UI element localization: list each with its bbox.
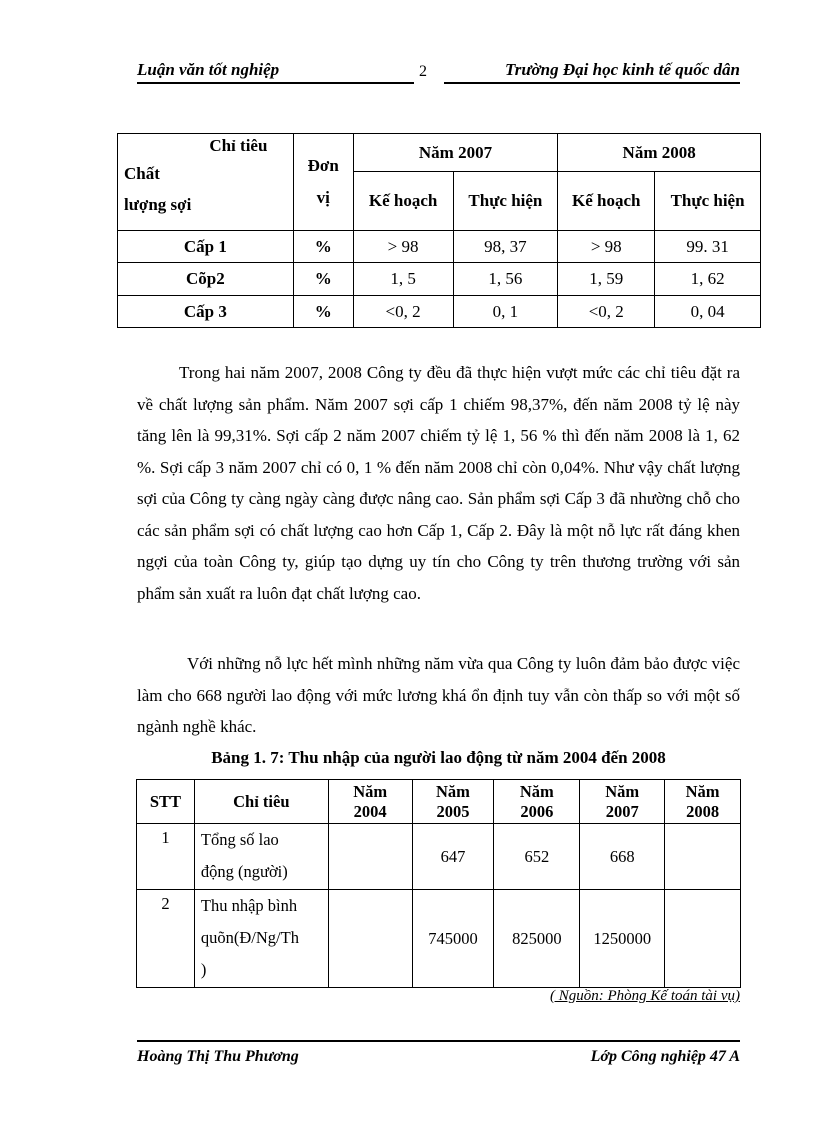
year-line2: 2005 (436, 801, 470, 821)
row-label (194, 890, 328, 988)
header-left-title: Luận văn tốt nghiệp (137, 60, 414, 84)
row-label-line: quõn(Đ/Ng/Th (200, 928, 299, 947)
row-th2007: 98, 37 (453, 231, 558, 263)
row-unit: % (293, 263, 353, 296)
row-label (194, 824, 328, 890)
table-row (118, 263, 761, 296)
header-stt: STT (137, 780, 195, 824)
table-row (118, 231, 761, 263)
header-chat-luong-2: lượng sợi (124, 195, 192, 214)
row-kh2008: 1, 59 (558, 263, 655, 296)
table-source (420, 988, 740, 1005)
quality-header-cell (118, 134, 294, 231)
row-label-line: động (người) (200, 862, 288, 881)
table-source-text: ( Nguồn: Phòng Kế toán tài vụ) (550, 988, 740, 1004)
page-number: 2 (419, 63, 427, 80)
row-v2008 (665, 824, 741, 890)
year-line2: 2007 (605, 801, 639, 821)
header-thuc-hien-2007: Thực hiện (453, 172, 558, 231)
year-line1: Năm (519, 781, 554, 801)
footer-author: Hoàng Thị Thu Phương (137, 1048, 299, 1065)
row-label-line: Tổng số lao (200, 830, 279, 849)
row-v2008 (665, 890, 741, 988)
table-caption: Bảng 1. 7: Thu nhập của người lao động từ năm 2004 đến 2008 (211, 748, 666, 767)
row-stt: 2 (137, 890, 195, 988)
year-line2: 2006 (520, 801, 554, 821)
header-ke-hoach-2007: Kế hoạch (353, 172, 453, 231)
paragraph-employment: Với những nỗ lực hết mình những năm vừa qua Công ty luôn đảm bảo được việc làm cho 668 người lao động với mức lương khá ổn định tuy vẫn còn thấp so với một số ngành nghề khác. (137, 654, 740, 736)
row-v2004 (328, 824, 412, 890)
header-right-title: Trường Đại học kinh tế quốc dân (444, 60, 740, 84)
row-label-line: ) (200, 960, 207, 979)
table-row (137, 890, 741, 988)
quality-table (117, 133, 761, 328)
row-v2005: 745000 (412, 890, 494, 988)
row-v2007: 1250000 (580, 890, 665, 988)
footer-class: Lớp Công nghiệp 47 A (590, 1048, 740, 1065)
row-kh2007: 1, 5 (353, 263, 453, 296)
header-ke-hoach-2008: Kế hoạch (558, 172, 655, 231)
year-line1: Năm (353, 781, 388, 801)
header-thuc-hien-2008: Thực hiện (655, 172, 761, 231)
row-unit: % (293, 296, 353, 328)
row-unit: % (293, 231, 353, 263)
footer-divider (137, 1040, 740, 1042)
year-line1: Năm (605, 781, 640, 801)
year-line1: Năm (685, 781, 720, 801)
row-kh2007: <0, 2 (353, 296, 453, 328)
row-kh2007: > 98 (353, 231, 453, 263)
header-chi-tieu: Chỉ tiêu (209, 136, 268, 155)
table-row (118, 296, 761, 328)
row-kh2008: > 98 (558, 231, 655, 263)
year-line2: 2004 (353, 801, 387, 821)
row-th2007: 0, 1 (453, 296, 558, 328)
paragraph-quality-analysis: Trong hai năm 2007, 2008 Công ty đều đã thực hiện vượt mức các chỉ tiêu đặt ra về chất lượng sản phẩm. Năm 2007 sợi cấp 1 chiếm 98,37%, đến năm 2008 tỷ lệ này tăng lên là 99,31%. Sợi cấp 2 năm 2007 chiếm tỷ lệ 1, 56 % thì đến năm 2008 là 1, 62 %. Sợi cấp 3 năm 2007 chỉ có 0, 1 % đến năm 2008 chỉ còn 0,04%. Như vậy chất lượng sợi của Công ty càng ngày càng được nâng cao. Sản phẩm sợi Cấp 3 đã nhường chỗ cho các sản phẩm sợi có chất lượng cao hơn Cấp 1, Cấp 2. Đây là một nỗ lực rất đáng khen ngợi của toàn Công ty, giúp tạo dựng uy tín cho Công ty trên thương trường với sản phẩm sản xuất ra luôn đạt chất lượng cao. (137, 363, 740, 603)
row-th2008: 0, 04 (655, 296, 761, 328)
row-label: Cõp2 (118, 263, 294, 296)
row-label: Cấp 3 (118, 296, 294, 328)
table-row (137, 824, 741, 890)
row-th2008: 99. 31 (655, 231, 761, 263)
row-label: Cấp 1 (118, 231, 294, 263)
row-v2006: 825000 (494, 890, 580, 988)
header-year (665, 780, 741, 824)
row-th2007: 1, 56 (453, 263, 558, 296)
header-don-vi-1: Đơn (307, 156, 339, 175)
row-label-line: Thu nhập bình (200, 896, 298, 915)
row-th2008: 1, 62 (655, 263, 761, 296)
header-year-2007: Năm 2007 (353, 134, 558, 172)
header-year (580, 780, 665, 824)
row-v2005: 647 (412, 824, 494, 890)
row-v2004 (328, 890, 412, 988)
header-year (412, 780, 494, 824)
header-don-vi-2: vị (316, 188, 330, 207)
header-year-2008: Năm 2008 (558, 134, 761, 172)
income-table (136, 779, 741, 988)
header-year (328, 780, 412, 824)
header-don-vi (293, 134, 353, 231)
year-line1: Năm (436, 781, 470, 801)
row-v2006: 652 (494, 824, 580, 890)
row-v2007: 668 (580, 824, 665, 890)
header-chat-luong-1: Chất (124, 164, 160, 183)
header-chi-tieu: Chỉ tiêu (194, 780, 328, 824)
header-year (494, 780, 580, 824)
row-stt: 1 (137, 824, 195, 890)
row-kh2008: <0, 2 (558, 296, 655, 328)
year-line2: 2008 (686, 801, 720, 821)
